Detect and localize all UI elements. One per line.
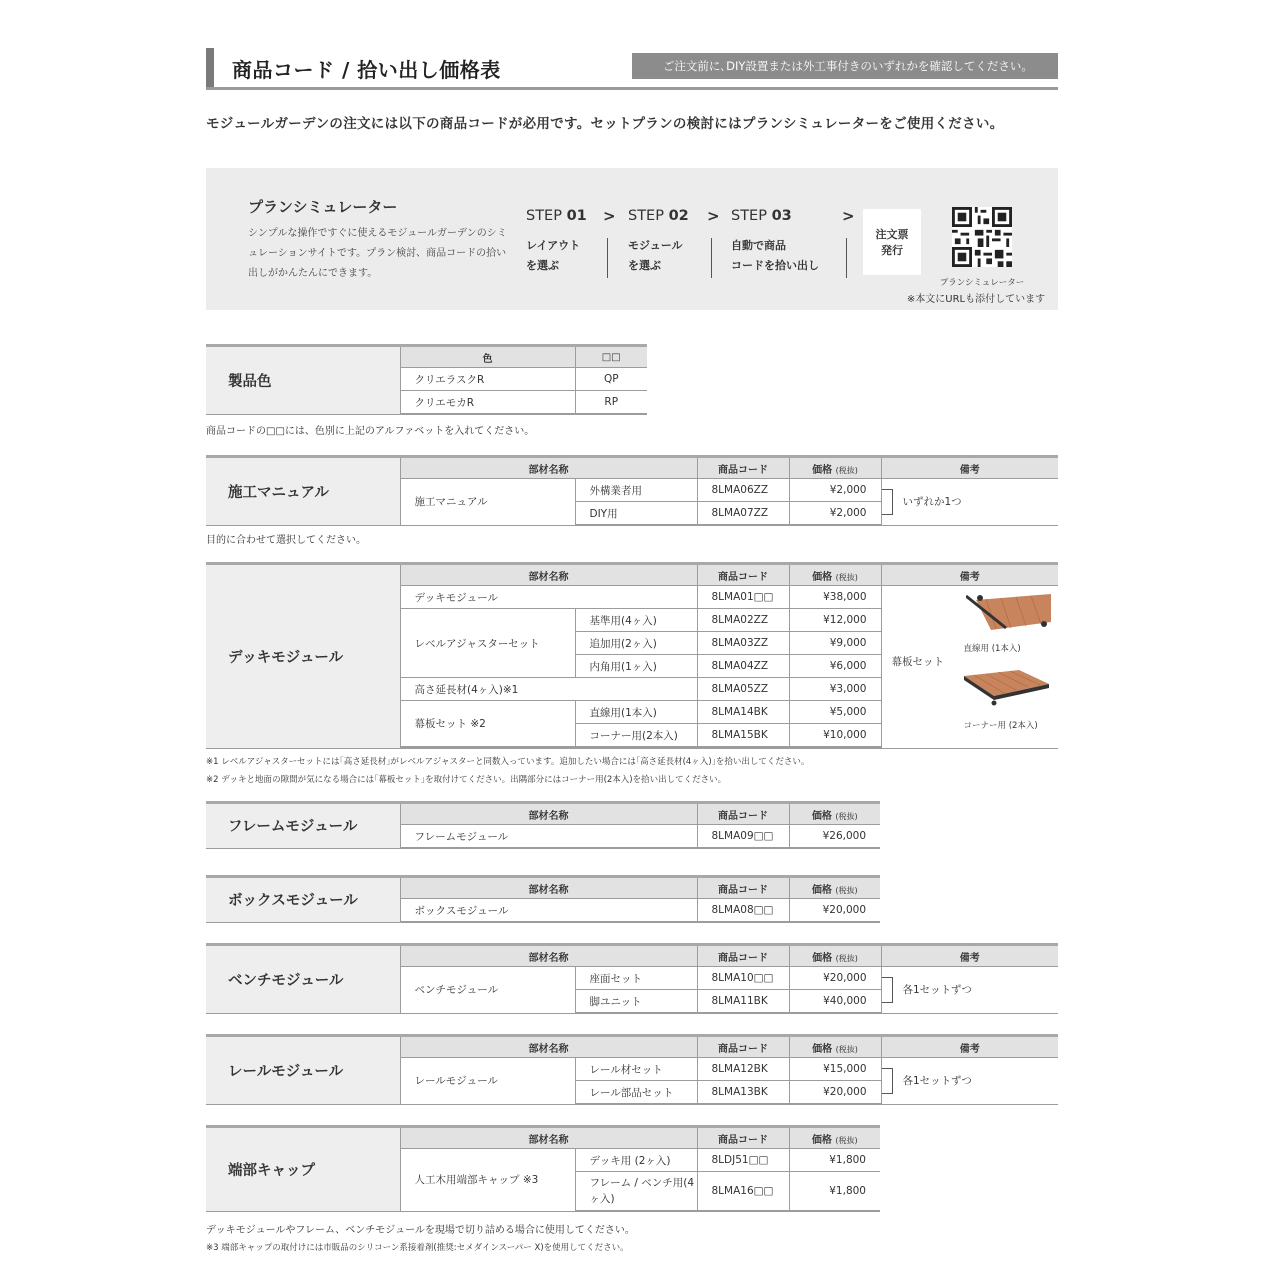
col-header-part: 部材名称 bbox=[400, 1127, 697, 1149]
table-row: 幕板セット ※2 直線用(1本入) 8LMA14BK ¥5,000 bbox=[206, 701, 1058, 724]
col-header-part: 部材名称 bbox=[400, 1036, 697, 1058]
table-row: フレームモジュール 8LMA09□□ ¥26,000 bbox=[206, 825, 880, 849]
color-note: 商品コードの□□には、色別に上記のアルファベットを入れてください。 bbox=[206, 426, 535, 437]
col-header-price: 価格 (税抜) bbox=[789, 457, 881, 479]
step-divider bbox=[607, 238, 608, 278]
col-header-code: 商品コード bbox=[697, 803, 789, 825]
table-row: 脚ユニット 8LMA11BK ¥40,000 bbox=[206, 990, 1058, 1014]
step-1-desc: レイアウト を選ぶ bbox=[526, 239, 581, 272]
header-divider bbox=[206, 87, 1058, 90]
table-row: クリエラスクR QP bbox=[206, 368, 647, 391]
table-row: 内角用(1ヶ入) 8LMA04ZZ ¥6,000 bbox=[206, 655, 1058, 678]
section-title-box: ボックスモジュール bbox=[206, 877, 400, 923]
chevron-right-icon: > bbox=[707, 207, 720, 225]
col-header-price: 価格 (税抜) bbox=[789, 877, 880, 899]
deck-corner-skirt-image bbox=[964, 666, 1049, 706]
col-header-code: 商品コード bbox=[697, 457, 789, 479]
table-row: DIY用 8LMA07ZZ ¥2,000 bbox=[206, 502, 1058, 526]
col-header-code: 商品コード bbox=[697, 1127, 789, 1149]
header-notice: ご注文前に､DIY設置または外工事付きのいずれかを確認してください｡ bbox=[632, 53, 1058, 79]
frame-table bbox=[206, 801, 880, 849]
chevron-right-icon: > bbox=[842, 207, 855, 225]
col-header-code: □□ bbox=[575, 346, 647, 368]
col-header-code: 商品コード bbox=[697, 877, 789, 899]
step-2-desc: モジュール を選ぶ bbox=[628, 239, 683, 272]
step-3-desc: 自動で商品 コードを拾い出し bbox=[731, 239, 819, 272]
simulator-title: プランシミュレーター bbox=[248, 198, 398, 216]
step-3-label: STEP 03 bbox=[731, 208, 792, 224]
page-title: 商品コード / 拾い出し価格表 bbox=[232, 58, 501, 82]
deck-straight-skirt-image bbox=[966, 592, 1051, 632]
col-header-part: 部材名称 bbox=[400, 457, 697, 479]
col-header-part: 部材名称 bbox=[400, 877, 697, 899]
cap-note-2: ※3 端部キャップの取付けには市販品のシリコーン系接着剤(推奨:セメダインスーパー X)を使用してください。 bbox=[206, 1243, 629, 1253]
intro-text: モジュールガーデンの注文には以下の商品コードが必用です。セットプランの検討にはプランシミュレーターをご使用ください。 bbox=[206, 116, 1004, 132]
deck-note-2: ※2 デッキと地面の隙間が気になる場合には｢幕板セット｣を取付けてください。出隅部分にはコーナー用(2本入)を拾い出してください。 bbox=[206, 775, 727, 785]
section-title-frame: フレームモジュール bbox=[206, 803, 400, 849]
simulator-description: シンプルな操作ですぐに使えるモジュールガーデンのシミュレーションサイトです。プラン検討、商品コードの拾い出しがかんたんにできます。 bbox=[248, 228, 507, 279]
col-header-code: 商品コード bbox=[697, 1036, 789, 1058]
deck-remark-cell: 幕板セット 直線用 (1本入) コーナー用 (2本入) bbox=[881, 586, 1058, 749]
col-header-price: 価格 (税抜) bbox=[789, 1036, 881, 1058]
manual-note: 目的に合わせて選択してください。 bbox=[206, 535, 366, 546]
table-row: 人工木用端部キャップ ※3 デッキ用 (2ヶ入) 8LDJ51□□ ¥1,800 bbox=[206, 1149, 880, 1172]
order-issue-badge: 注文票 発行 bbox=[863, 209, 921, 275]
chevron-right-icon: > bbox=[603, 207, 616, 225]
cap-note-1: デッキモジュールやフレーム、ベンチモジュールを現場で切り詰める場合に使用してください。 bbox=[206, 1225, 635, 1236]
col-header-color: 色 bbox=[400, 346, 575, 368]
table-row: 高さ延長材(4ヶ入)※1 8LMA05ZZ ¥3,000 bbox=[206, 678, 1058, 701]
table-row: フレーム / ベンチ用(4ヶ入) 8LMA16□□ ¥1,800 bbox=[206, 1172, 880, 1212]
col-header-part: 部材名称 bbox=[400, 945, 697, 967]
rail-table bbox=[206, 1034, 1058, 1105]
section-title-manual: 施工マニュアル bbox=[206, 457, 400, 526]
col-header-part: 部材名称 bbox=[400, 564, 697, 586]
table-row: デッキモジュール 8LMA01□□ ¥38,000 幕板セット 直線用 (1本入) コーナー用 (2本入) bbox=[206, 586, 1058, 609]
section-title-bench: ベンチモジュール bbox=[206, 945, 400, 1014]
step-divider bbox=[711, 238, 712, 278]
col-header-remark: 備考 bbox=[881, 457, 1058, 479]
section-title-color: 製品色 bbox=[206, 346, 400, 415]
table-row: 施工マニュアル 外構業者用 8LMA06ZZ ¥2,000 いずれか1つ bbox=[206, 479, 1058, 502]
table-row: ベンチモジュール 座面セット 8LMA10□□ ¥20,000 各1セットずつ bbox=[206, 967, 1058, 990]
manual-table bbox=[206, 455, 1058, 526]
table-row: レールモジュール レール材セット 8LMA12BK ¥15,000 各1セットずつ bbox=[206, 1058, 1058, 1081]
col-header-remark: 備考 bbox=[881, 564, 1058, 586]
col-header-part: 部材名称 bbox=[400, 803, 697, 825]
bench-table bbox=[206, 943, 1058, 1014]
section-title-rail: レールモジュール bbox=[206, 1036, 400, 1105]
table-row: コーナー用(2本入) 8LMA15BK ¥10,000 bbox=[206, 724, 1058, 747]
step-divider bbox=[846, 238, 847, 278]
qr-code-icon[interactable] bbox=[952, 207, 1012, 267]
section-title-deck: デッキモジュール bbox=[206, 564, 400, 749]
col-header-price: 価格 (税抜) bbox=[789, 564, 881, 586]
color-table bbox=[206, 344, 647, 415]
table-row: ボックスモジュール 8LMA08□□ ¥20,000 bbox=[206, 899, 880, 923]
table-row: クリエモカR RP bbox=[206, 391, 647, 415]
col-header-remark: 備考 bbox=[881, 945, 1058, 967]
col-header-price: 価格 (税抜) bbox=[789, 803, 880, 825]
deck-note-1: ※1 レベルアジャスターセットには｢高さ延長材｣がレベルアジャスターと同数入っています。追加したい場合には｢高さ延長材(4ヶ入)｣を拾い出してください。 bbox=[206, 757, 810, 767]
header-accent-bar bbox=[206, 48, 214, 88]
section-title-cap: 端部キャップ bbox=[206, 1127, 400, 1212]
step-2-label: STEP 02 bbox=[628, 208, 689, 224]
col-header-remark: 備考 bbox=[881, 1036, 1058, 1058]
deck-table bbox=[206, 562, 1058, 749]
step-1-label: STEP 01 bbox=[526, 208, 587, 224]
col-header-code: 商品コード bbox=[697, 564, 789, 586]
col-header-price: 価格 (税抜) bbox=[789, 1127, 880, 1149]
cap-table bbox=[206, 1125, 880, 1212]
col-header-price: 価格 (税抜) bbox=[789, 945, 881, 967]
qr-caption: プランシミュレーター bbox=[939, 278, 1025, 288]
table-row: レール部品セット 8LMA13BK ¥20,000 bbox=[206, 1081, 1058, 1105]
table-row: レベルアジャスターセット 基準用(4ヶ入) 8LMA02ZZ ¥12,000 bbox=[206, 609, 1058, 632]
qr-note: ※本文にURLも添付しています bbox=[906, 294, 1046, 305]
box-table bbox=[206, 875, 880, 923]
col-header-code: 商品コード bbox=[697, 945, 789, 967]
table-row: 追加用(2ヶ入) 8LMA03ZZ ¥9,000 bbox=[206, 632, 1058, 655]
